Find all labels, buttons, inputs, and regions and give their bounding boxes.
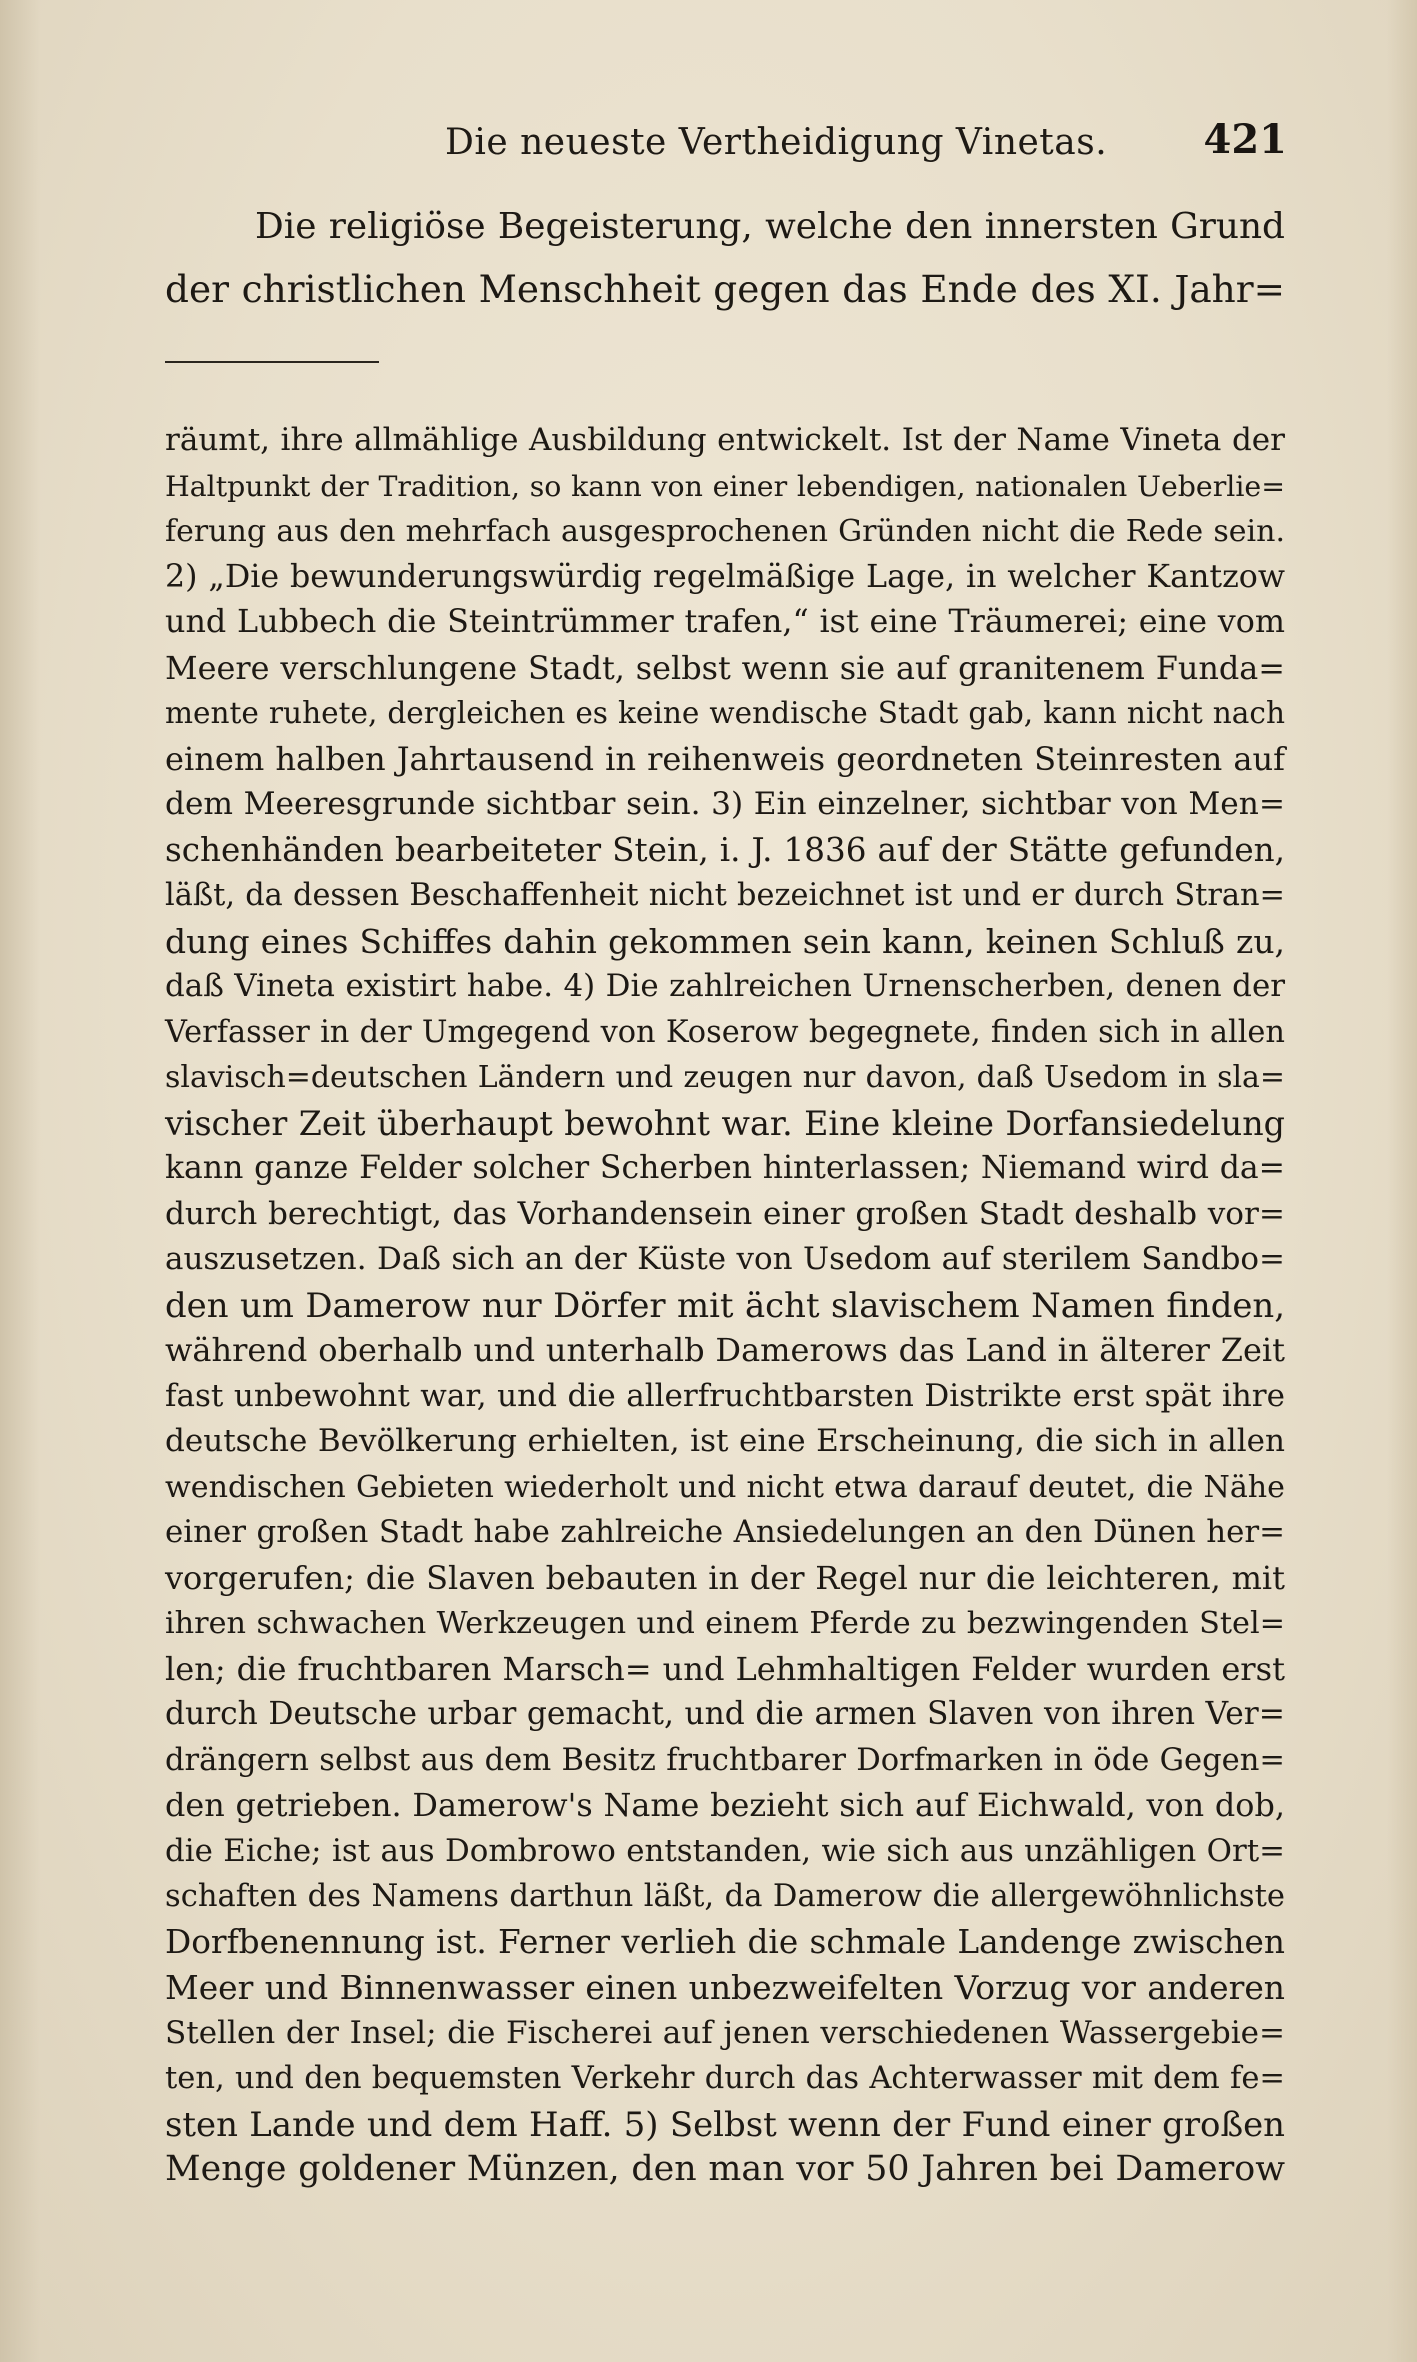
footnote-rule [165, 361, 379, 363]
footnote-line: fast unbewohnt war, und die allerfruchtbarsten Distrikte erst spät ihre [165, 1377, 1285, 1414]
footnote-line: Haltpunkt der Tradition, so kann von einer lebendigen, nationalen Ueberlie= [165, 469, 1285, 503]
footnote-line: während oberhalb und unterhalb Damerows das Land in älterer Zeit [165, 1331, 1285, 1369]
footnote-line: len; die fruchtbaren Marsch= und Lehmhaltigen Felder wurden erst [165, 1649, 1285, 1688]
main-text-line: Die religiöse Begeisterung, welche den innersten Grund [255, 206, 1285, 247]
footnote-line: vorgerufen; die Slaven bebauten in der Regel nur die leichteren, mit [165, 1558, 1285, 1597]
footnote-line: dung eines Schiffes dahin gekommen sein kann, keinen Schluß zu, [165, 921, 1285, 961]
footnote-line: kann ganze Felder solcher Scherben hinterlassen; Niemand wird da= [165, 1150, 1285, 1186]
footnote-line: Menge goldener Münzen, den man vor 50 Jahren bei Damerow [165, 2149, 1285, 2189]
footnote-line: Meere verschlungene Stadt, selbst wenn sie auf granitenem Funda= [165, 648, 1285, 687]
footnote-line: mente ruhete, dergleichen es keine wendische Stadt gab, kann nicht nach [165, 696, 1285, 730]
footnote-line: und Lubbech die Steintrümmer trafen,“ ist eine Träumerei; eine vom [165, 604, 1285, 640]
footnote-line: Stellen der Insel; die Fischerei auf jenen verschiedenen Wassergebie= [165, 2014, 1285, 2051]
footnote-line: läßt, da dessen Beschaffenheit nicht bezeichnet ist und er durch Stran= [165, 878, 1285, 913]
footnote-line: die Eiche; ist aus Dombrowo entstanden, wie sich aus unzähligen Ort= [165, 1832, 1285, 1869]
footnote-line: Meer und Binnenwasser einen unbezweifelten Vorzug vor anderen [165, 1968, 1285, 2007]
footnote-line: daß Vineta existirt habe. 4) Die zahlreichen Urnenscherben, denen der [165, 968, 1285, 1004]
main-text [165, 196, 1285, 320]
footnote-line: ihren schwachen Werkzeugen und einem Pferde zu bezwingenden Stel= [165, 1606, 1285, 1641]
page-number: 421 [1203, 116, 1287, 163]
footnote-line: vischer Zeit überhaupt bewohnt war. Eine kleine Dorfansiedelung [165, 1103, 1285, 1143]
footnote-line: Verfasser in der Umgegend von Koserow begegnete, finden sich in allen [165, 1014, 1285, 1050]
footnote-line: wendischen Gebieten wiederholt und nicht etwa darauf deutet, die Nähe [165, 1469, 1285, 1505]
main-text-line: der christlichen Menschheit gegen das Ende des XI. Jahr= [165, 267, 1285, 311]
footnote-line: deutsche Bevölkerung erhielten, ist eine Erscheinung, die sich in allen [165, 1423, 1285, 1459]
footnote-line: schenhänden bearbeiteter Stein, i. J. 1836 auf der Stätte gefunden, [165, 830, 1285, 869]
footnote-line: dem Meeresgrunde sichtbar sein. 3) Ein einzelner, sichtbar von Men= [165, 786, 1285, 822]
footnote-line: auszusetzen. Daß sich an der Küste von Usedom auf sterilem Sandbo= [165, 1241, 1285, 1277]
footnote-line: durch berechtigt, das Vorhandensein einer großen Stadt deshalb vor= [165, 1195, 1285, 1232]
footnote-line: drängern selbst aus dem Besitz fruchtbarer Dorfmarken in öde Gegen= [165, 1742, 1285, 1778]
footnote-line: schaften des Namens darthun läßt, da Damerow die allergewöhnlichste [165, 1879, 1285, 1914]
footnote-line: den getrieben. Damerow's Name bezieht sich auf Eichwald, von dob, [165, 1786, 1285, 1824]
footnote-line: Dorfbenennung ist. Ferner verlieh die schmale Landenge zwischen [165, 1922, 1285, 1961]
footnote-line: einem halben Jahrtausend in reihenweis geordneten Steinresten auf [165, 739, 1285, 778]
footnote-line: slavisch=deutschen Ländern und zeugen nur davon, daß Usedom in sla= [165, 1060, 1285, 1095]
footnote-line: den um Damerow nur Dörfer mit ächt slavischem Namen finden, [165, 1285, 1285, 1325]
footnote-line: durch Deutsche urbar gemacht, und die armen Slaven von ihren Ver= [165, 1696, 1285, 1732]
footnote-line: ferung aus den mehrfach ausgesprochenen Gründen nicht die Rede sein. [165, 514, 1285, 549]
footnote-line: einer großen Stadt habe zahlreiche Ansiedelungen an den Dünen her= [165, 1514, 1285, 1550]
running-head [160, 112, 1287, 172]
footnote-text [165, 418, 1285, 2193]
running-title: Die neueste Vertheidigung Vinetas. [445, 122, 1108, 163]
footnote-line: ten, und den bequemsten Verkehr durch das Achterwasser mit dem fe= [165, 2061, 1285, 2096]
footnote-line: sten Lande und dem Haff. 5) Selbst wenn der Fund einer großen [165, 2104, 1285, 2144]
footnote-line: räumt, ihre allmählige Ausbildung entwickelt. Ist der Name Vineta der [165, 422, 1285, 458]
footnote-line: 2) „Die bewunderungswürdig regelmäßige Lage, in welcher Kantzow [165, 558, 1285, 595]
